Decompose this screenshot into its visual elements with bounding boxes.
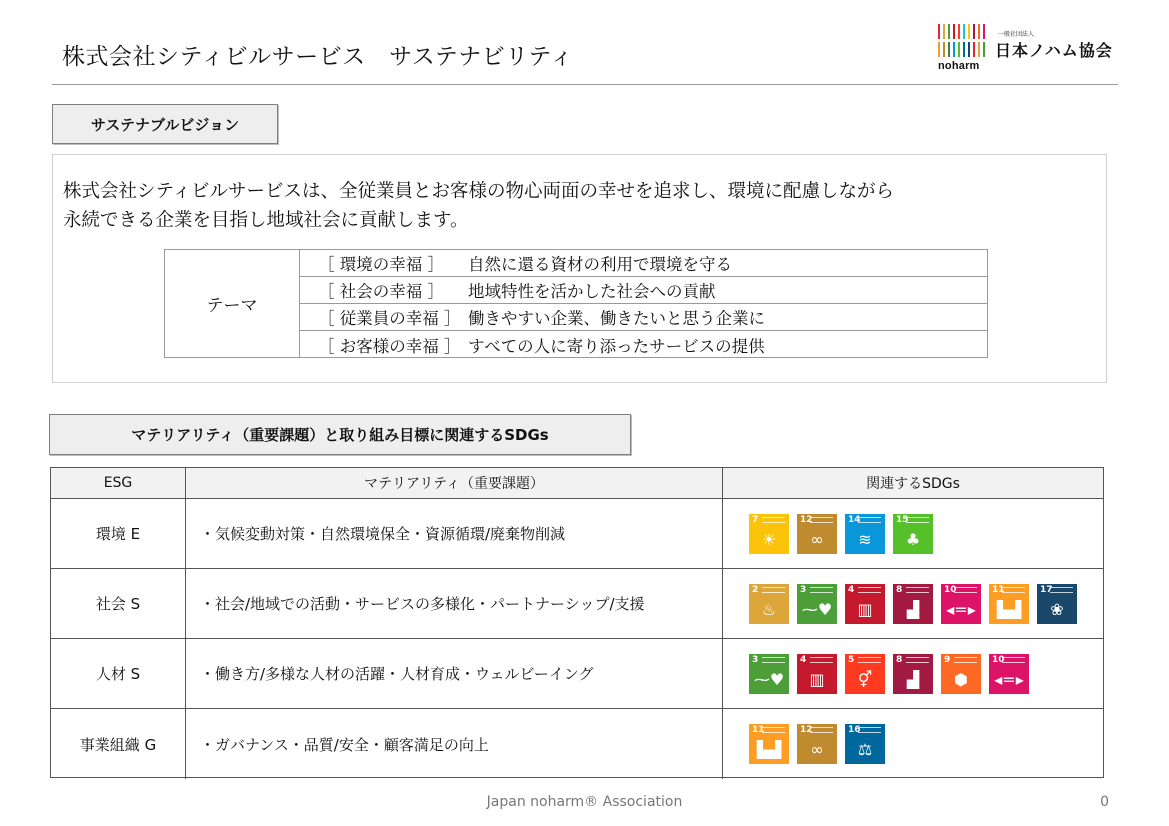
header-materiality: マテリアリティ（重要課題） <box>186 468 723 498</box>
infinity-icon: ∞ <box>810 740 824 759</box>
bowl-icon: ♨ <box>761 599 777 619</box>
sdg-goal-5 <box>845 654 885 694</box>
vision-section-label: サステナブルビジョン <box>52 104 278 144</box>
table-row <box>51 569 1103 639</box>
sdg-caption-lines <box>810 587 833 593</box>
sdg-goal-number: 12 <box>800 514 813 525</box>
esg-category: 社会 S <box>51 569 186 638</box>
esg-category: 人材 S <box>51 639 186 708</box>
sdg-caption-lines <box>858 517 881 523</box>
sdg-goal-7 <box>749 514 789 554</box>
sdg-goal-12 <box>797 514 837 554</box>
table-header <box>51 468 1103 499</box>
sdg-caption-lines <box>906 587 929 593</box>
book-icon: ▥ <box>857 599 873 619</box>
sdg-goal-10 <box>989 654 1029 694</box>
theme-name: ［ 従業員の幸福 ］ <box>318 309 461 328</box>
sdg-caption-lines <box>858 727 881 733</box>
materiality-issue: ・気候変動対策・自然環境保全・資源循環/廃棄物削減 <box>186 499 723 568</box>
esg-category: 事業組織 G <box>51 709 186 779</box>
cubes-icon: ⬢ <box>954 669 968 689</box>
theme-row <box>300 250 987 277</box>
sdg-goal-4 <box>797 654 837 694</box>
theme-name: ［ 社会の幸福 ］ <box>318 282 444 301</box>
sdg-goal-number: 15 <box>896 514 909 525</box>
logo-bars-icon <box>938 24 990 58</box>
theme-description: 地域特性を活かした社会への貢献 <box>468 282 716 301</box>
sdg-goal-number: 10 <box>944 584 957 595</box>
sdg-goal-number: 17 <box>1040 584 1053 595</box>
dove-icon: ⚖ <box>857 740 873 759</box>
sdg-goal-14 <box>845 514 885 554</box>
sdg-goal-number: 4 <box>800 654 807 665</box>
sdg-goal-10 <box>941 584 981 624</box>
theme-label: テーマ <box>165 250 300 357</box>
table-row <box>51 639 1103 709</box>
footer-text: Japan noharm® Association <box>486 794 683 810</box>
title-divider <box>52 84 1118 85</box>
sdg-caption-lines <box>810 517 833 523</box>
materiality-table <box>50 467 1104 778</box>
book-icon: ▥ <box>809 669 825 689</box>
sdg-goal-8 <box>893 654 933 694</box>
page-number: 0 <box>1100 794 1109 810</box>
sdg-goal-3 <box>749 654 789 694</box>
sdg-goal-number: 11 <box>992 584 1005 595</box>
theme-name: ［ お客様の幸福 ］ <box>318 336 461 356</box>
sdg-goal-15 <box>893 514 933 554</box>
table-row <box>51 499 1103 569</box>
logo-subtitle: 一般社団法人 <box>998 31 1035 38</box>
page-title: 株式会社シティビルサービス サステナビリティ <box>62 44 574 70</box>
sdg-goal-number: 7 <box>752 514 759 525</box>
sdg-icons <box>723 709 1103 779</box>
theme-description: 働きやすい企業、働きたいと思う企業に <box>468 309 765 328</box>
sdg-caption-lines <box>954 657 977 663</box>
header-esg: ESG <box>51 468 186 498</box>
sdg-goal-number: 9 <box>944 654 951 665</box>
fish-icon: ≋ <box>858 529 872 549</box>
materiality-issue: ・社会/地域での活動・サービスの多様化・パートナーシップ/支援 <box>186 569 723 638</box>
sdg-goal-16 <box>845 724 885 764</box>
sdg-caption-lines <box>810 727 833 733</box>
theme-name: ［ 環境の幸福 ］ <box>318 255 444 274</box>
sdg-goal-number: 3 <box>800 584 807 595</box>
sdg-caption-lines <box>1002 587 1025 593</box>
theme-description: すべての人に寄り添ったサービスの提供 <box>468 336 765 356</box>
sdg-caption-lines <box>906 657 929 663</box>
sdg-goal-number: 3 <box>752 654 759 665</box>
sdg-goal-number: 16 <box>848 725 861 735</box>
sdg-icons <box>723 499 1103 568</box>
sdg-goal-2 <box>749 584 789 624</box>
logo-name: 日本ノハム協会 <box>995 41 1113 60</box>
sdg-goal-number: 5 <box>848 654 855 665</box>
sdg-goal-number: 8 <box>896 654 903 665</box>
sdg-goal-number: 11 <box>752 725 765 735</box>
sdg-goal-11 <box>749 724 789 764</box>
vision-statement <box>63 177 1093 235</box>
table-row <box>51 709 1103 779</box>
sdg-caption-lines <box>906 517 929 523</box>
sdg-goal-number: 8 <box>896 584 903 595</box>
header-sdgs: 関連するSDGs <box>866 476 960 492</box>
sdg-caption-lines <box>858 587 881 593</box>
flower-icon: ❀ <box>1050 599 1064 619</box>
sdg-caption-lines <box>762 727 785 733</box>
vision-line-2: 永続できる企業を目指し地域社会に貢献します。 <box>63 210 469 231</box>
sdg-goal-number: 2 <box>752 584 759 595</box>
sdg-caption-lines <box>762 517 785 523</box>
sdg-goal-3 <box>797 584 837 624</box>
sdg-caption-lines <box>762 657 785 663</box>
sdg-icons <box>723 569 1103 638</box>
equality-icon: ◂=▸ <box>946 599 976 619</box>
sdg-caption-lines <box>762 587 785 593</box>
sdg-goal-number: 4 <box>848 584 855 595</box>
equality-icon: ◂=▸ <box>994 669 1024 689</box>
sdg-goal-12 <box>797 724 837 764</box>
materiality-issue: ・働き方/多様な人材の活躍・人材育成・ウェルビーイング <box>186 639 723 708</box>
theme-row <box>300 331 987 358</box>
sun-icon: ☀ <box>761 529 777 549</box>
association-logo <box>938 20 1118 76</box>
sdg-goal-number: 14 <box>848 514 861 525</box>
sdg-goal-number: 10 <box>992 654 1005 665</box>
heartbeat-icon: ⁓♥ <box>801 599 833 619</box>
sdg-caption-lines <box>858 657 881 663</box>
theme-table <box>164 249 988 358</box>
tree-icon: ♣ <box>905 529 921 549</box>
materiality-issue: ・ガバナンス・品質/安全・顧客満足の向上 <box>186 709 723 779</box>
materiality-section-label: マテリアリティ（重要課題）と取り組み目標に関連するSDGs <box>49 414 631 455</box>
sdg-goal-number: 12 <box>800 725 813 735</box>
gender-icon: ⚥ <box>857 669 873 689</box>
vision-line-1: 株式会社シティビルサービスは、全従業員とお客様の物心両面の幸せを追求し、環境に配慮しながら <box>63 181 895 202</box>
sdg-caption-lines <box>1002 657 1025 663</box>
heartbeat-icon: ⁓♥ <box>753 669 785 689</box>
growth-chart-icon: ▟ <box>906 669 920 689</box>
sdg-goal-4 <box>845 584 885 624</box>
sdg-icons <box>723 639 1103 708</box>
logo-brand: noharm <box>938 60 980 72</box>
theme-row <box>300 277 987 304</box>
sdg-goal-9 <box>941 654 981 694</box>
sdg-goal-11 <box>989 584 1029 624</box>
sdg-caption-lines <box>1050 587 1073 593</box>
theme-row <box>300 304 987 331</box>
city-icon: ▙▟ <box>996 599 1022 619</box>
theme-description: 自然に還る資材の利用で環境を守る <box>468 255 732 274</box>
infinity-icon: ∞ <box>810 529 824 549</box>
sdg-caption-lines <box>810 657 833 663</box>
sdg-caption-lines <box>954 587 977 593</box>
growth-chart-icon: ▟ <box>906 599 920 619</box>
sdg-goal-8 <box>893 584 933 624</box>
esg-category: 環境 E <box>51 499 186 568</box>
city-icon: ▙▟ <box>756 740 782 759</box>
sdg-goal-17 <box>1037 584 1077 624</box>
